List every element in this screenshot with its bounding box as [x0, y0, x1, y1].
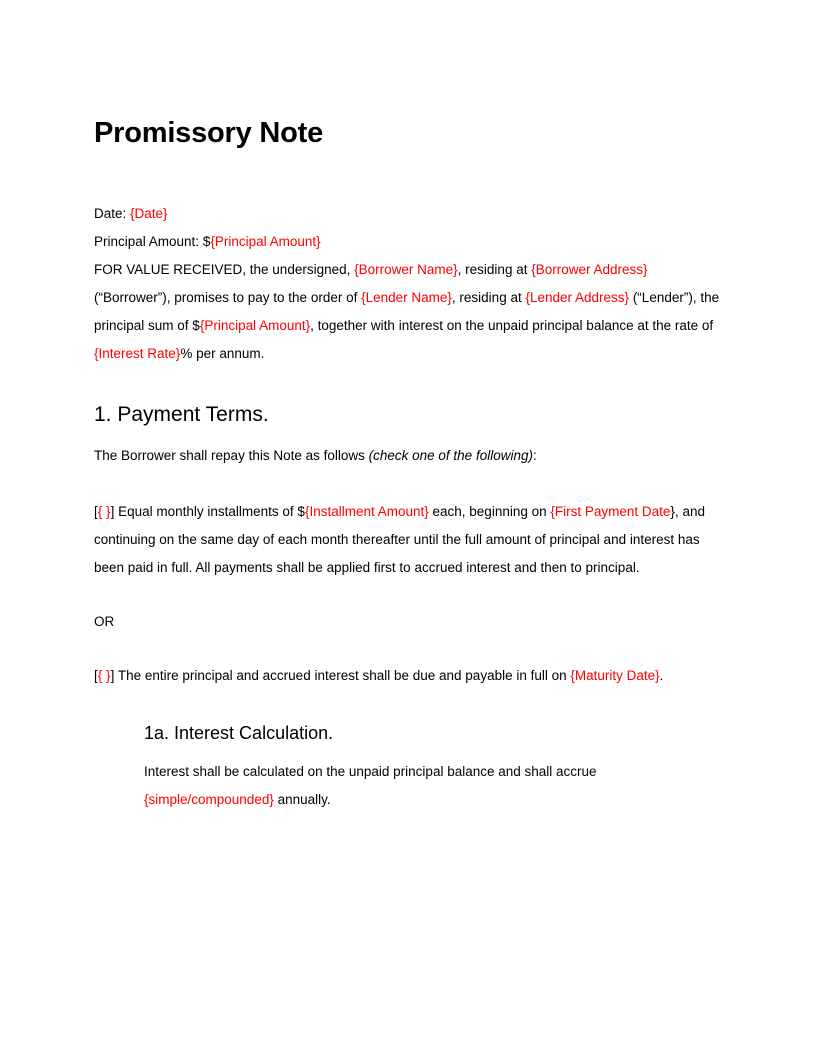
checkbox-brace-open: { [97, 667, 103, 683]
lender-address-placeholder[interactable]: {Lender Address} [525, 290, 630, 306]
section-heading-payment-terms: 1. Payment Terms. [94, 403, 269, 427]
intro-text-2: , residing at [457, 262, 532, 278]
option-b-text-2: . [659, 667, 664, 683]
checkbox-brace-open: { [97, 503, 103, 519]
option-a-text-2: each, beginning on [428, 503, 551, 519]
or-separator: OR [94, 613, 115, 629]
payment-terms-lead [94, 442, 722, 470]
intro-text-7: % per annum. [180, 346, 265, 362]
checkbox-brace-close: } [106, 503, 111, 519]
currency-symbol: $ [202, 234, 211, 250]
checkbox-option-b[interactable] [94, 668, 114, 683]
maturity-date-placeholder[interactable]: {Maturity Date} [570, 667, 660, 683]
interest-rate-placeholder[interactable]: {Interest Rate} [94, 346, 181, 362]
payment-terms-lead-text: The Borrower shall repay this Note as follows [94, 447, 369, 463]
checkbox-bracket-open: [ [94, 667, 98, 683]
principal-sum-placeholder[interactable]: {Principal Amount} [199, 318, 311, 334]
first-payment-date-brace-close: } [670, 503, 675, 519]
subsection-heading-interest-calculation: 1a. Interest Calculation. [144, 722, 334, 743]
checkbox-bracket-close: ] [110, 503, 115, 519]
interest-calculation-paragraph [94, 758, 722, 814]
borrower-address-placeholder[interactable]: {Borrower Address} [531, 262, 648, 278]
date-label: Date: [94, 206, 131, 222]
principal-amount-label: Principal Amount: [94, 234, 203, 250]
checkbox-bracket-close: ] [110, 667, 115, 683]
interest-calc-text-1: Interest shall be calculated on the unpaid principal balance and shall accrue [144, 764, 597, 780]
payment-terms-lead-suffix: : [532, 447, 537, 463]
checkbox-option-a[interactable] [94, 504, 114, 519]
principal-amount-placeholder[interactable]: {Principal Amount} [210, 234, 321, 250]
interest-type-placeholder[interactable]: {simple/compounded} [144, 792, 274, 808]
checkbox-brace-close: } [106, 667, 111, 683]
payment-option-b [94, 662, 722, 690]
intro-paragraph [94, 256, 722, 368]
intro-text-1: FOR VALUE RECEIVED, the undersigned, [94, 262, 355, 278]
payment-option-a [94, 498, 722, 582]
intro-text-3: (“Borrower”), promises to pay to the order of [94, 290, 362, 306]
installment-amount-placeholder[interactable]: {Installment Amount} [304, 503, 429, 519]
checkbox-bracket-open: [ [94, 503, 98, 519]
principal-amount-line [94, 228, 722, 256]
check-one-instruction: (check one of the following) [368, 447, 533, 463]
option-b-text-1: The entire principal and accrued interest shall be due and payable in full on [114, 667, 571, 683]
interest-calc-text-2: annually. [273, 792, 331, 808]
document-body [94, 117, 722, 814]
intro-text-6: , together with interest on the unpaid principal balance at the rate of [310, 318, 714, 334]
option-a-text-1: Equal monthly installments of $ [114, 503, 305, 519]
borrower-name-placeholder[interactable]: {Borrower Name} [354, 262, 458, 278]
intro-text-4: , residing at [451, 290, 526, 306]
option-a-text-3: , and continuing on the same day of each month thereafter until the full amount of principal and interest has been paid in full. All payments shall be applied first to accrued interest and then to principal. [94, 503, 705, 575]
intro-text-5: (“Lender”), the principal sum of $ [94, 290, 720, 334]
first-payment-date-placeholder[interactable]: {First Payment Date [550, 503, 671, 519]
date-placeholder[interactable]: {Date} [130, 206, 168, 222]
date-line [94, 200, 722, 228]
page-title: Promissory Note [94, 117, 324, 149]
lender-name-placeholder[interactable]: {Lender Name} [361, 290, 452, 306]
